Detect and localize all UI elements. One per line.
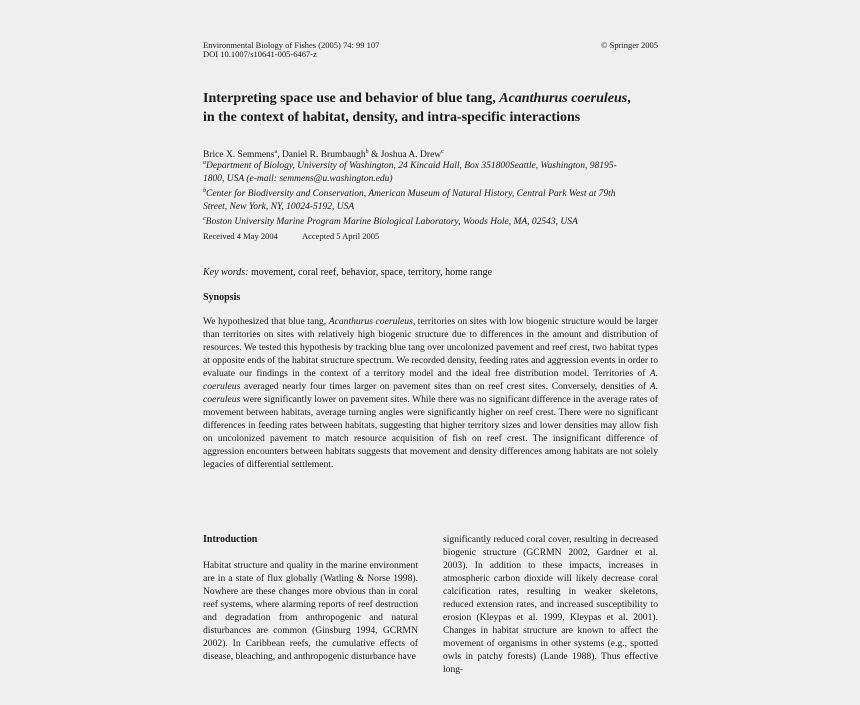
introduction-heading: Introduction <box>203 534 258 545</box>
synopsis-heading: Synopsis <box>203 292 241 303</box>
affiliation-c: $^c$Boston University Marine Program Marine Biological Laboratory, Woods Hole, MA, 02543, USA <box>203 216 578 228</box>
intro-left-column: Habitat structure and quality in the marine environment are in a state of flux globally (Watling & Norse 1998). Nowhere are these changes more obvious than in coral reef systems, where alarming reports of reef destruction and degradation from anthropogenic and natural disturbances are common (Ginsburg 1994, GCRMN 2002). In Caribbean reefs, the cumulative effects of disease, bleaching, and anthropogenic disturbance have <box>203 560 418 662</box>
journal-citation: Environmental Biology of Fishes (2005) 74: 99 107 <box>203 40 380 50</box>
affiliations: $^a$Department of Biology, University of Washington, 24 Kincaid Hall, Box 351800Seattle, Washington, 98195- 1800, USA (e-mail: semmens@u.washington.edu) $^b$Center for Biodiversity and Conservation, American Museum of Natural History, Central Park West at 79th Street, New York, NY, 10024-5192, USA $^c$Boston University Marine Program Marine Biological Laboratory, Woods Hole, MA, 02543, USA <box>203 157 673 229</box>
affiliation-b: $^b$Center for Biodiversity and Conservation, American Museum of Natural History, Central Park West at 79th <box>203 188 616 200</box>
affiliation-a: $^a$Department of Biology, University of Washington, 24 Kincaid Hall, Box 351800Seattle, Washington, 98195- <box>203 160 617 172</box>
paper-title: Interpreting space use and behavior of blue tang, Acanthurus coeruleus, in the context of habitat, density, and intra-specific interactions <box>203 91 631 125</box>
accepted-date: Accepted 5 April 2005 <box>302 231 380 241</box>
copyright: © Springer 2005 <box>601 40 658 50</box>
received-date: Received 4 May 2004 <box>203 231 278 241</box>
synopsis-text: We hypothesized that blue tang, Acanthurus coeruleus, territories on sites with low biogenic structure would be larger than territories on sites with relatively high biogenic structure due to differences in the amount and distribution of resources. We tested this hypothesis by tracking blue tang over uncolonized pavement and reef crest, two habitat types at opposite ends of the habitat structure spectrum. We recorded density, feeding rates and aggression events in order to evaluate our findings in the context of a territory model and the ideal free distribution model. Territories of A. coeruleus averaged nearly four times larger on pavement sites than on reef crest sites. Conversely, densities of A. coeruleus were significantly lower on pavement sites. While there was no significant difference in the average rates of movement between habitats, average turning angles were significantly higher on reef crest. There were no significant differences in feeding rates between habitats, suggesting that higher territory sizes and lower densities may allow fish on uncolonized pavement to match resource acquisition of fish on reef crest. The insignificant difference of aggression encounters between habitats suggests that movement and density differences among habitats are not solely legacies of differential settlement. <box>203 316 658 470</box>
doi[interactable]: DOI 10.1007/s10641-005-6467-z <box>203 49 317 59</box>
author-list: Brice X. Semmens$^a$, Daniel R. Brumbaugh$^b$ & Joshua A. Drew$^c$ <box>203 149 444 161</box>
intro-right-column: significantly reduced coral cover, resulting in decreased biogenic structure (GCRMN 2002, Gardner et al. 2003). In addition to these impacts, increases in atmospheric carbon dioxide will likely decrease coral calcification rates, resulting in weaker skeletons, reduced extension rates, and increased susceptibility to erosion (Kleypas et al. 1999, Kleypas et al. 2001). Changes in habitat structure are known to affect the movement of organisms in other systems (e.g., spotted owls in patchy forests) (Lande 1988). Thus effective long- <box>443 534 658 675</box>
keywords: Key words: movement, coral reef, behavior, space, territory, home range <box>203 267 493 278</box>
